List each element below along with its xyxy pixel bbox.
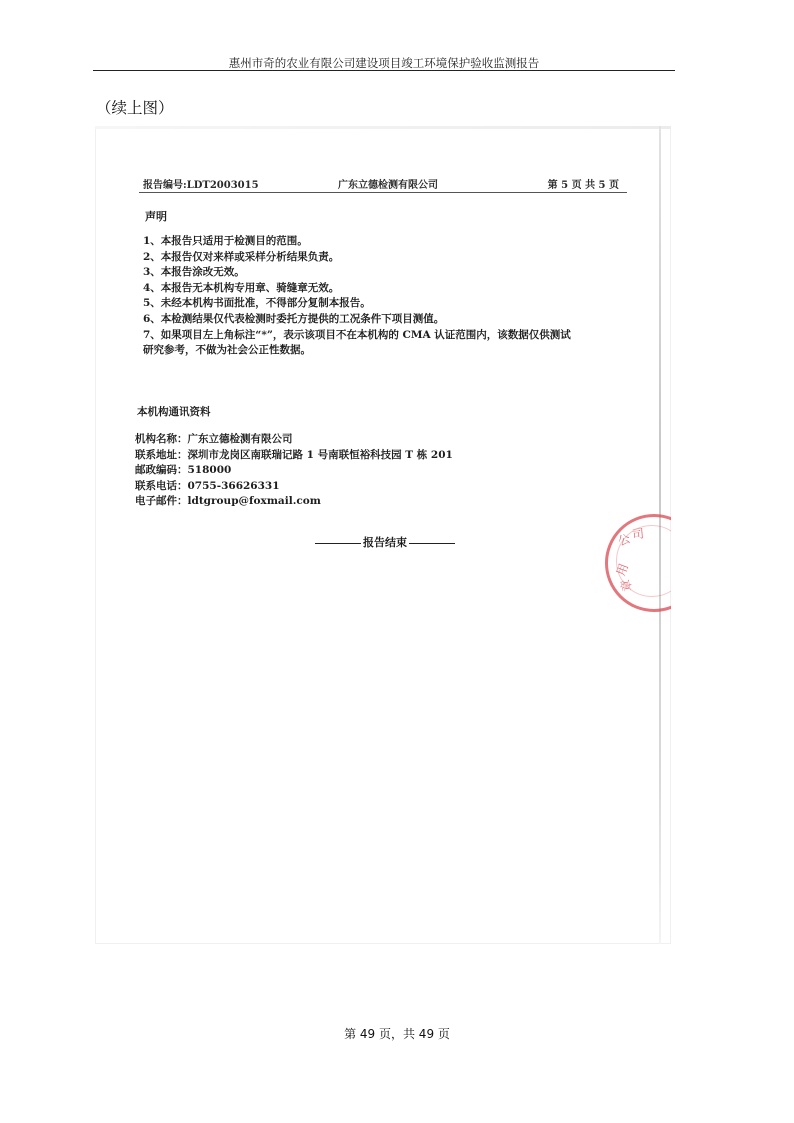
seal-clip [95, 126, 671, 944]
contact-address: 联系地址：深圳市龙岗区南联瑞记路 1 号南联恒裕科技园 T 栋 201 [135, 448, 453, 461]
declaration-item: 1、本报告只适用于检测目的范围。 [143, 235, 308, 247]
seal-char: 用 [613, 561, 632, 578]
declaration-item-continued: 研究参考，不做为社会公正性数据。 [143, 344, 311, 357]
report-number: 报告编号:LDT2003015 [143, 180, 259, 191]
declaration-item: 6、本检测结果仅代表检测时委托方提供的工况条件下项目测值。 [143, 312, 445, 325]
declaration-item: 5、未经本机构书面批准，不得部分复制本报告。 [143, 297, 371, 310]
report-end-text: 报告结束 [363, 536, 407, 549]
seal-char: 公 [616, 531, 633, 549]
declaration-item: 4、本报告无本机构专用章、骑缝章无效。 [143, 281, 340, 294]
contact-phone: 联系电话：0755-36626331 [135, 479, 280, 492]
footer-page-label: 第 49 页，共 49 页 [344, 1027, 450, 1041]
contact-title: 本机构通讯资料 [137, 406, 211, 418]
company-seal-stamp [605, 514, 671, 612]
seal-char: 章 [618, 578, 635, 593]
declaration-item: 2、本报告仅对来样或采样分析结果负责。 [143, 250, 340, 263]
scanned-report-page [95, 126, 671, 944]
contact-email: 电子邮件：ldtgroup@foxmail.com [135, 495, 321, 508]
continued-label: （续上图） [96, 99, 174, 117]
seal-char: 司 [631, 526, 645, 542]
contact-org: 机构名称：广东立德检测有限公司 [135, 433, 293, 445]
contact-postcode: 邮政编码：518000 [135, 464, 232, 477]
declaration-item: 3、本报告涂改无效。 [143, 266, 245, 279]
report-company: 广东立德检测有限公司 [338, 180, 438, 191]
header-title: 惠州市奇的农业有限公司建设项目竣工环境保护验收监测报告 [228, 56, 540, 70]
report-page-number: 第 5 页 共 5 页 [547, 180, 619, 191]
page-footer [0, 1025, 794, 1042]
declaration-item: 7、如果项目左上角标注“*”，表示该项目不在本机构的 CMA 认证范围内，该数据仅供测试 [143, 328, 571, 341]
declaration-title: 声明 [145, 210, 167, 223]
page-header [93, 56, 675, 71]
